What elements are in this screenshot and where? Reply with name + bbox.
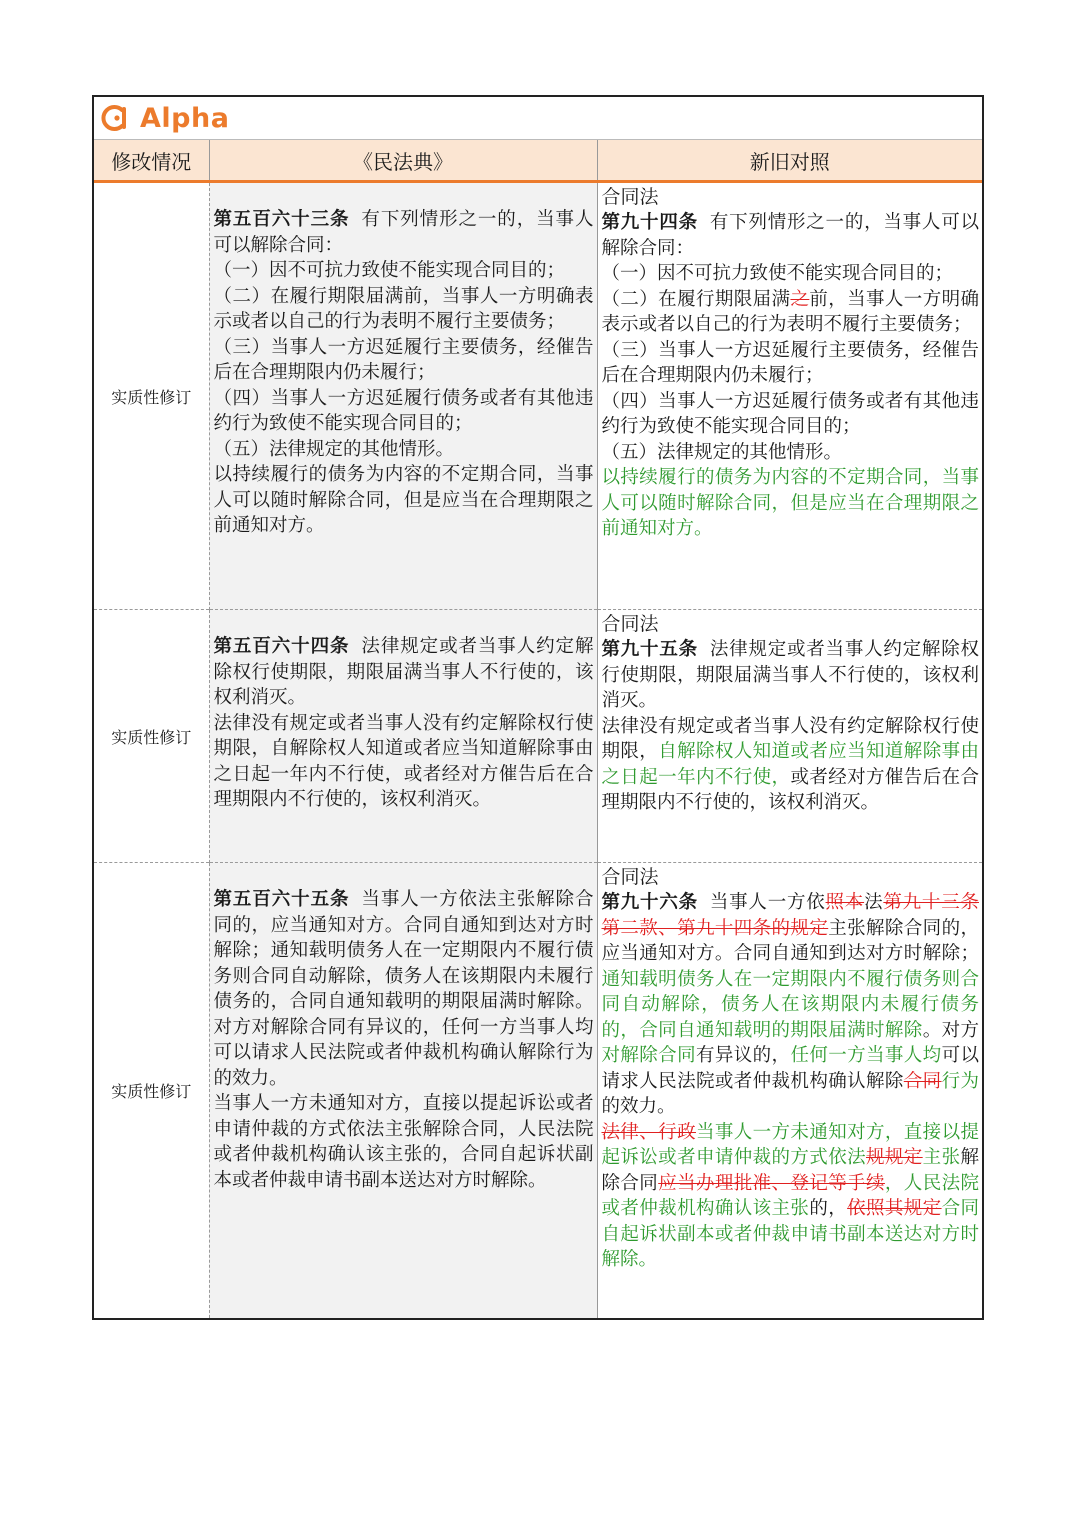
- civil-article-title: 第五百六十五条: [213, 889, 350, 910]
- old-article-title: 第九十四条: [601, 212, 698, 233]
- old-article-para: [602, 287, 980, 338]
- change-status: 实质性修订: [94, 863, 209, 1318]
- deleted-text: 应当办理批准、登记等手续: [658, 1172, 885, 1194]
- old-article-title: 第九十五条: [601, 639, 698, 660]
- table-header-row: [94, 140, 982, 182]
- unchanged-text: 的效力。: [601, 1096, 676, 1117]
- unchanged-text: （二）在履行期限届满: [601, 288, 791, 310]
- civil-article-para: （五）法律规定的其他情形。: [213, 438, 455, 460]
- unchanged-text: 或者经对方催告后在合理期限内不行使的，该权利消灭。: [601, 766, 979, 813]
- civil-article-title: 第五百六十三条: [213, 209, 350, 230]
- civil-article-para: 第五百六十四条 法律规定或者当事人约定解除权行使期限，期限届满当事人不行使的，该权利消灭。: [213, 636, 594, 708]
- unchanged-text: （三）当事人一方迟延履行主要债务，经催告后在合理期限内仍未履行；: [601, 339, 979, 386]
- added-text: ，人民法院或者仲裁机构确认该主张: [601, 1172, 979, 1219]
- unchanged-text: 主张解除合同的，应当通知对方。合同自通知到达对方时解除；: [601, 917, 979, 964]
- table-row: [94, 863, 982, 1318]
- deleted-text: 第九十三条第二款、第九十四条的规定: [601, 892, 979, 939]
- header-old-new-comparison: 新旧对照: [597, 140, 982, 182]
- civil-code-cell: [209, 182, 597, 610]
- deleted-text: 规规定: [865, 1147, 923, 1168]
- old-article-para: [602, 465, 980, 542]
- deleted-text: 依照其规定: [847, 1198, 942, 1219]
- old-law-name: 合同法: [601, 186, 659, 208]
- civil-code-cell: [209, 863, 597, 1318]
- civil-article-para: （二）在履行期限届满前，当事人一方明确表示或者以自己的行为表明不履行主要债务；: [213, 285, 594, 332]
- old-article-para: [602, 890, 980, 1120]
- unchanged-text: 。对方: [922, 1019, 979, 1041]
- old-law-name: 合同法: [601, 866, 659, 888]
- change-status: 实质性修订: [94, 182, 209, 610]
- added-text: 对解除合同: [601, 1045, 696, 1066]
- added-text: 行为: [941, 1070, 979, 1092]
- unchanged-text: （四）当事人一方迟延履行债务或者有其他违约行为致使不能实现合同目的；: [601, 390, 979, 437]
- added-text: 以持续履行的债务为内容的不定期合同，当事人可以随时解除合同，但是应当在合理期限之前通知对方。: [601, 467, 979, 539]
- unchanged-text: 前，当事人一方明确表示或者以自己的行为表明不履行主要债务；: [601, 288, 979, 335]
- old-article-title: 第九十六条: [601, 892, 698, 913]
- header-civil-code: 《民法典》: [209, 140, 597, 182]
- civil-code-cell: [209, 610, 597, 863]
- table-row: [94, 182, 982, 610]
- added-text: 通知载明债务人在一定期限内不履行债务则合同自动解除，债务人在该期限内未履行债务的，合同自通知载明的期限届满时解除: [601, 968, 979, 1041]
- comparison-table: [94, 140, 982, 1318]
- old-article-para: [602, 210, 980, 261]
- added-text: 当事人一方未通知对方，直接以提起诉讼或者申请仲裁的方式依法: [601, 1121, 979, 1168]
- comparison-cell: [597, 863, 982, 1318]
- unchanged-text: 当事人一方依: [709, 892, 826, 913]
- alpha-logo-icon: [100, 102, 132, 134]
- unchanged-text: 法律没有规定或者当事人没有约定解除权行使期限，: [601, 715, 979, 762]
- added-text: 主张: [922, 1147, 961, 1168]
- unchanged-text: 解除合同: [601, 1147, 979, 1194]
- deleted-text: 法律、行政: [601, 1121, 696, 1143]
- comparison-cell: [597, 610, 982, 863]
- old-article-para: [602, 261, 980, 287]
- old-article-para: [602, 338, 980, 389]
- deleted-text: 合同: [903, 1070, 942, 1092]
- unchanged-text: 有异议的，: [695, 1045, 791, 1066]
- civil-article-para: （三）当事人一方迟延履行主要债务，经催告后在合理期限内仍未履行；: [213, 336, 594, 383]
- added-text: 任何一方当事人均: [790, 1045, 942, 1066]
- table-row: [94, 610, 982, 863]
- unchanged-text: 的，: [809, 1198, 848, 1219]
- old-article-para: [602, 389, 980, 440]
- added-text: 自解除权人知道或者应当知道解除事由之日起一年内不行使，: [601, 741, 979, 788]
- civil-article-para: 第五百六十三条 有下列情形之一的，当事人可以解除合同：: [213, 209, 594, 256]
- unchanged-text: 有下列情形之一的，当事人可以解除合同：: [601, 212, 979, 259]
- civil-article-para: （四）当事人一方迟延履行债务或者有其他违约行为致使不能实现合同目的；: [213, 387, 594, 434]
- old-article-para: [602, 637, 980, 714]
- comparison-sheet: [92, 95, 984, 1320]
- old-article-para: [602, 714, 980, 816]
- header-change-status: 修改情况: [94, 140, 209, 182]
- unchanged-text: （五）法律规定的其他情形。: [601, 441, 843, 463]
- old-law-name: 合同法: [601, 613, 659, 635]
- comparison-cell: [597, 182, 982, 610]
- civil-article-para: 以持续履行的债务为内容的不定期合同，当事人可以随时解除合同，但是应当在合理期限之前通知对方。: [213, 464, 594, 536]
- deleted-text: 照本: [825, 892, 865, 913]
- deleted-text: 之: [790, 288, 810, 310]
- civil-article-para: （一）因不可抗力致使不能实现合同目的；: [213, 260, 566, 281]
- unchanged-text: （一）因不可抗力致使不能实现合同目的；: [601, 263, 954, 284]
- unchanged-text: 法律规定或者当事人约定解除权行使期限，期限届满当事人不行使的，该权利消灭。: [601, 639, 979, 711]
- civil-article-para: 第五百六十五条 当事人一方依法主张解除合同的，应当通知对方。合同自通知到达对方时解除；通知载明债务人在一定期限内不履行债务则合同自动解除，债务人在该期限内未履行债务的，合同自通知载明的期限届满时解除。对方对解除合同有异议的，任何一方当事人均可以请求人民法院或者仲裁机构确认解除行为的效力。: [213, 889, 594, 1089]
- civil-article-title: 第五百六十四条: [213, 636, 350, 657]
- added-text: 合同自起诉状副本或者仲裁申请书副本送达对方时解除。: [601, 1198, 979, 1270]
- brand-name: Alpha: [140, 102, 230, 134]
- civil-article-para: 法律没有规定或者当事人没有约定解除权行使期限，自解除权人知道或者应当知道解除事由之日起一年内不行使，或者经对方催告后在合理期限内不行使的，该权利消灭。: [213, 712, 594, 810]
- old-article-para: [602, 1120, 980, 1273]
- unchanged-text: 可以请求人民法院或者仲裁机构确认解除: [601, 1045, 979, 1092]
- civil-article-para: 当事人一方未通知对方，直接以提起诉讼或者申请仲裁的方式依法主张解除合同，人民法院或者仲裁机构确认该主张的，合同自起诉状副本或者仲裁申请书副本送达对方时解除。: [213, 1093, 594, 1191]
- change-status: 实质性修订: [94, 610, 209, 863]
- logo-bar: [94, 97, 982, 140]
- old-article-para: [602, 440, 980, 466]
- unchanged-text: 法: [864, 892, 884, 913]
